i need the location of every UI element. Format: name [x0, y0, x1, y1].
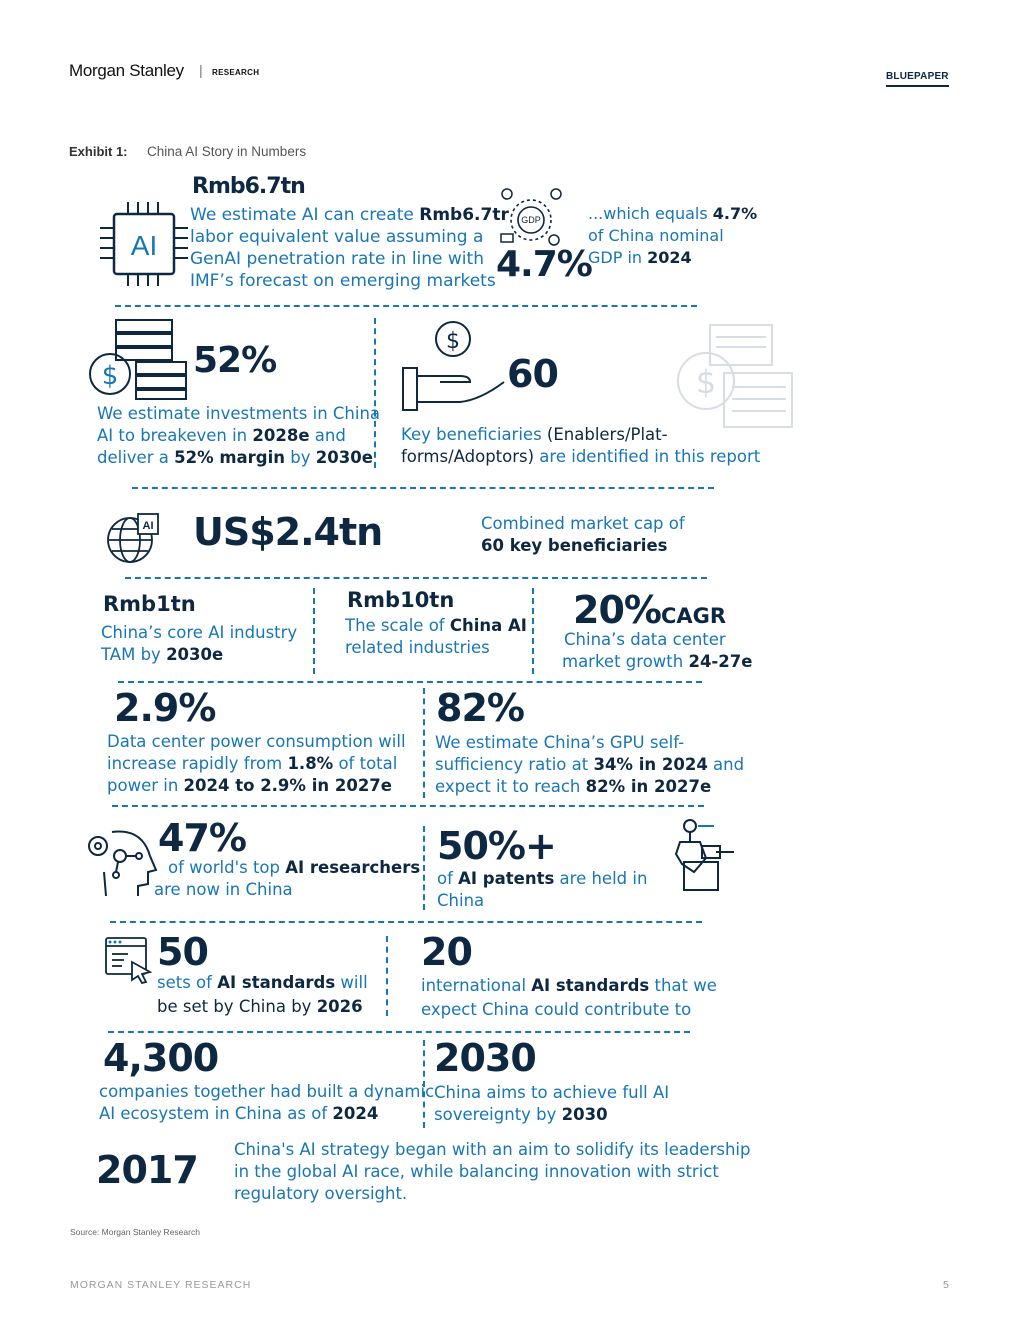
divider-vertical-row2 — [374, 318, 376, 468]
stat-beneficiaries-value: 60 — [507, 352, 558, 396]
divider-row5 — [112, 805, 704, 807]
brand-logo: Morgan Stanley — [69, 61, 184, 80]
footer-left: MORGAN STANLEY RESEARCH — [70, 1279, 252, 1291]
stat-sovereignty-value: 2030 — [434, 1036, 536, 1080]
globe-ai-icon — [104, 512, 160, 566]
divider-vertical-row5 — [423, 688, 425, 798]
exhibit-label: Exhibit 1: — [69, 144, 128, 159]
bluepaper-label: BLUEPAPER — [886, 71, 949, 82]
stat-strategy-text: China's AI strategy began with an aim to solidify its leadership in the global AI race, while balancing innovation with strict regulatory oversight. — [234, 1140, 751, 1203]
stat-related-text: The scale of China AI related industries — [345, 616, 527, 657]
stat-related-value: Rmb10tn — [347, 588, 455, 612]
gdp-icon-text: GDP — [521, 215, 541, 225]
stat-standards-intl-text: international AI standards that we expect China could contribute to — [421, 976, 717, 1019]
page-number: 5 — [943, 1279, 949, 1291]
header-section: RESEARCH — [212, 68, 260, 77]
gdp-icon — [498, 186, 568, 250]
stat-gpu-value: 82% — [436, 686, 524, 730]
stat-companies-value: 4,300 — [103, 1036, 219, 1080]
stat-strategy-value: 2017 — [96, 1148, 198, 1192]
stat-power-value: 2.9% — [114, 686, 216, 730]
stat-investment-text: We estimate investments in China AI to breakeven in 2028e and deliver a 52% margin by 2030e — [97, 404, 381, 467]
svg-text:$: $ — [695, 363, 717, 401]
stat-core-tam-value: Rmb1tn — [103, 592, 196, 616]
divider-row2 — [132, 487, 714, 489]
stat-labor-text: We estimate AI can create Rmb6.7tr labor equivalent value assuming a GenAI penetration rate in line with IMF’s forecast on emerging markets — [190, 205, 509, 291]
header-separator: | — [199, 62, 203, 78]
stat-gdp-text: ...which equals 4.7% of China nominal GDP in 2024 — [588, 204, 758, 267]
stat-standards-cn-text: sets of AI standards will be set by China by 2026 — [157, 973, 368, 1016]
stat-standards-intl-value: 20 — [421, 930, 472, 974]
stat-marketcap-text: Combined market cap of 60 key beneficiaries — [481, 514, 685, 555]
stat-power-text: Data center power consumption will increase rapidly from 1.8% of total power in 2024 to 2.9% in 2027e — [107, 732, 406, 795]
stat-companies-text: companies together had built a dynamic AI ecosystem in China as of 2024 — [99, 1082, 435, 1123]
divider-vertical-row4a — [313, 588, 315, 674]
stat-datacenter-suffix: CAGR — [660, 604, 727, 628]
money-stack-icon — [88, 318, 188, 400]
bluepaper-tag — [886, 66, 949, 87]
divider-vertical-row4b — [532, 588, 534, 674]
stat-researchers-text: of world's top AI researchers are now in China — [154, 858, 421, 899]
stat-standards-cn-value: 50 — [157, 930, 208, 974]
chip-ai-icon — [98, 200, 190, 288]
divider-row3 — [125, 577, 707, 579]
stat-investment-value: 52% — [193, 340, 277, 381]
svg-text:$: $ — [101, 361, 119, 391]
stat-marketcap-value: US$2.4tn — [193, 510, 383, 554]
divider-row4 — [118, 681, 702, 683]
stat-core-tam-text: China’s core AI industry TAM by 2030e — [101, 623, 298, 664]
divider-vertical-row8 — [423, 1040, 425, 1128]
stat-datacenter-heading — [573, 588, 726, 632]
divider-vertical-row7 — [386, 936, 388, 1016]
standards-browser-icon — [104, 936, 154, 984]
stat-beneficiaries-text: Key beneficiaries (Enablers/Plat- forms/Adoptors) are identified in this report — [401, 425, 761, 466]
stat-datacenter-value: 20% — [573, 588, 661, 632]
divider-row6 — [110, 921, 702, 923]
documents-dollar-icon — [676, 323, 796, 431]
svg-text:AI: AI — [142, 520, 154, 532]
chip-ai-text: AI — [130, 230, 158, 261]
stat-labor-value: Rmb6.7tn — [192, 174, 305, 199]
stat-datacenter-text: China’s data center market growth 24-27e — [562, 630, 753, 671]
divider-row1 — [115, 305, 697, 307]
stat-patents-text: of AI patents are held in China — [437, 869, 648, 910]
stat-gpu-text: We estimate China’s GPU self- sufficiency ratio at 34% in 2024 and expect it to reach 82% in 2027e — [435, 733, 745, 796]
hand-dollar-icon — [400, 320, 506, 414]
patent-robot-icon — [672, 818, 736, 894]
exhibit-title: China AI Story in Numbers — [147, 144, 307, 159]
stat-patents-value: 50%+ — [437, 824, 556, 868]
brain-gear-icon — [82, 826, 158, 896]
stat-sovereignty-text: China aims to achieve full AI sovereignty by 2030 — [434, 1083, 670, 1124]
source-note: Source: Morgan Stanley Research — [70, 1227, 200, 1237]
svg-text:$: $ — [446, 329, 460, 354]
stat-gdp-value: 4.7% — [496, 244, 592, 285]
divider-row7 — [108, 1031, 690, 1033]
divider-vertical-row6 — [423, 826, 425, 910]
stat-researchers-value: 47% — [158, 816, 246, 860]
